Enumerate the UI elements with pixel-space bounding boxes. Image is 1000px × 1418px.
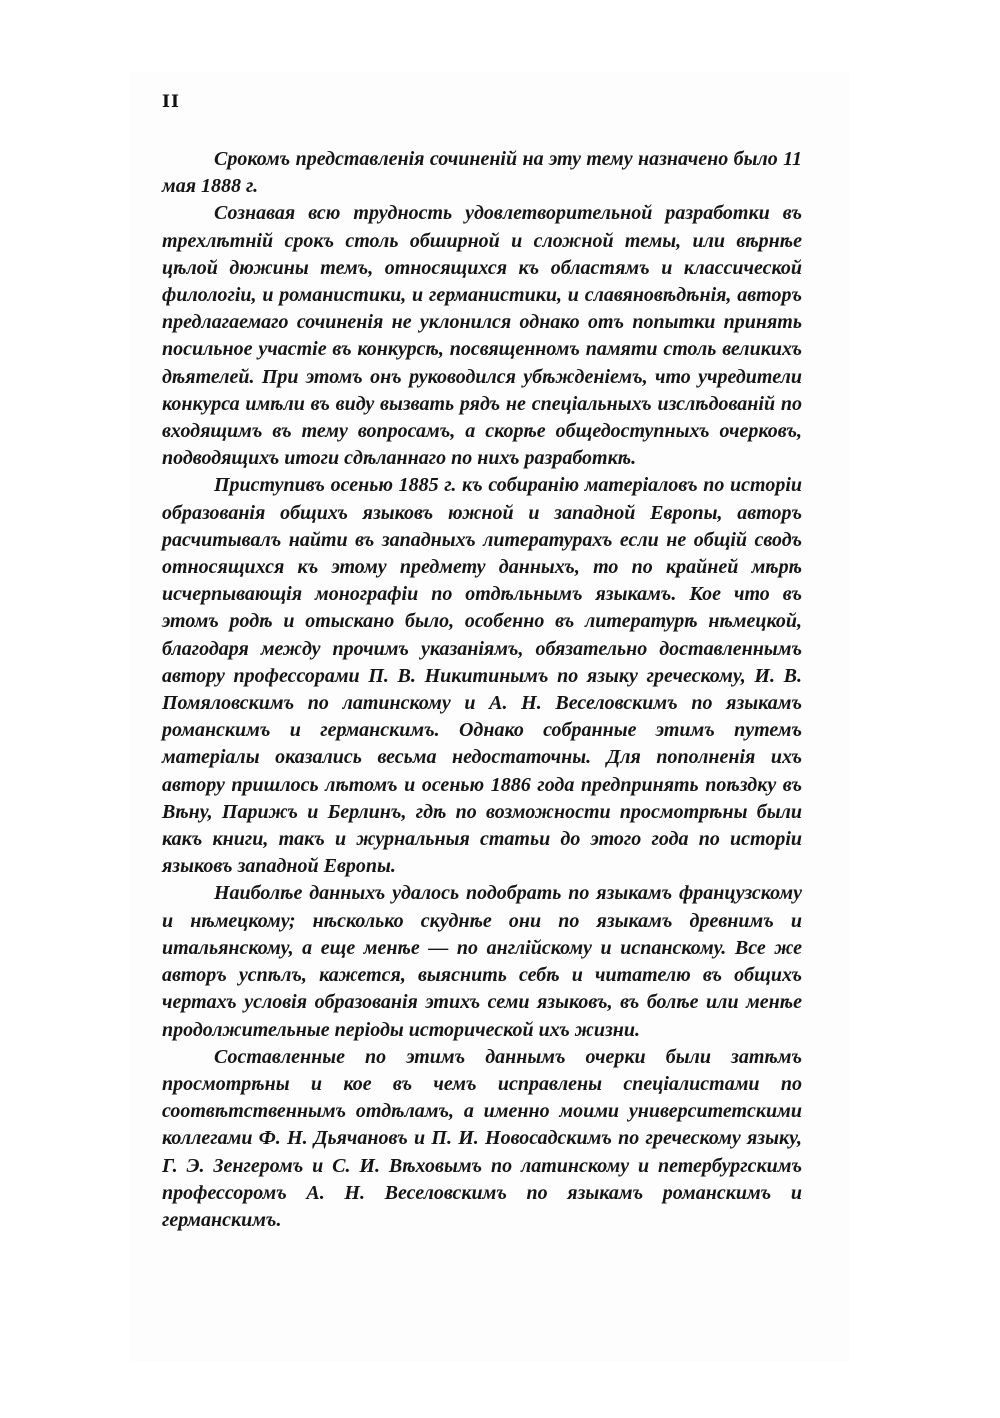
body-text [162,146,802,1234]
paragraph-1: Срокомъ представленія сочиненій на эту тему назначено было 11 мая 1888 г. [162,148,802,198]
page-number: II [162,92,180,112]
paragraph-4: Наиболѣе данныхъ удалось подобрать по языкамъ французскому и нѣмецкому; нѣсколько скуднѣе они по языкамъ древнимъ и итальянскому, а еще менѣе — по англійскому и испанскому. Все же авторъ успѣлъ, кажется, выяснить себѣ и читателю въ общихъ чертахъ условія образованія этихъ семи языковъ, въ болѣе или менѣе продолжительные періоды исторической ихъ жизни. [162,882,802,1041]
paragraph-2: Сознавая всю трудность удовлетворительной разработки въ трехлѣтній срокъ столь обширной и сложной темы, или вѣрнѣе цѣлой дюжины темъ, относящихся къ областямъ и классической филологіи, и романистики, и германистики, и славяновѣдѣнія, авторъ предлагаемаго сочиненія не уклонился однако отъ попытки принять посильное участіе въ конкурсѣ, посвященномъ памяти столь великихъ дѣятелей. При этомъ онъ руководился убѣжденіемъ, что учредители конкурса имѣли въ виду вызвать рядъ не спеціальныхъ изслѣдованій по входящимъ въ тему вопросамъ, а скорѣе общедоступныхъ очерковъ, подводящихъ итоги сдѣланнаго по нихъ разработкѣ. [162,202,802,470]
paragraph-3: Приступивъ осенью 1885 г. къ собиранію матеріаловъ по исторіи образованія общихъ языковъ южной и западной Европы, авторъ расчитывалъ найти въ западныхъ литературахъ если не общій сводъ относящихся къ этому предмету данныхъ, то по крайней мѣрѣ исчерпывающія монографіи по отдѣльнымъ языкамъ. Кое что въ этомъ родѣ и отыскано было, особенно въ литературѣ нѣмецкой, благодаря между прочимъ указаніямъ, обязательно доставленнымъ автору профессорами П. В. Никитинымъ по языку греческому, И. В. Помяловскимъ по латинскому и А. Н. Веселовскимъ по языкамъ романскимъ и германскимъ. Однако собранные этимъ путемъ матеріалы оказались весьма недостаточны. Для пополненія ихъ автору пришлось лѣтомъ и осенью 1886 года предпринять поѣздку въ Вѣну, Парижъ и Берлинъ, гдѣ по возможности просмотрѣны были какъ книги, такъ и журнальныя статьи до этого года по исторіи языковъ западной Европы. [162,474,802,878]
paragraph-5: Составленные по этимъ даннымъ очерки были затѣмъ просмотрѣны и кое въ чемъ исправлены спеціалистами по соотвѣтственнымъ отдѣламъ, а именно моими университетскими коллегами Ф. Н. Дьячановъ и П. И. Новосадскимъ по греческому языку, Г. Э. Зенгеромъ и С. И. Вѣховымъ по латинскому и петербургскимъ профессоромъ А. Н. Веселовскимъ по языкамъ романскимъ и германскимъ. [162,1045,802,1231]
